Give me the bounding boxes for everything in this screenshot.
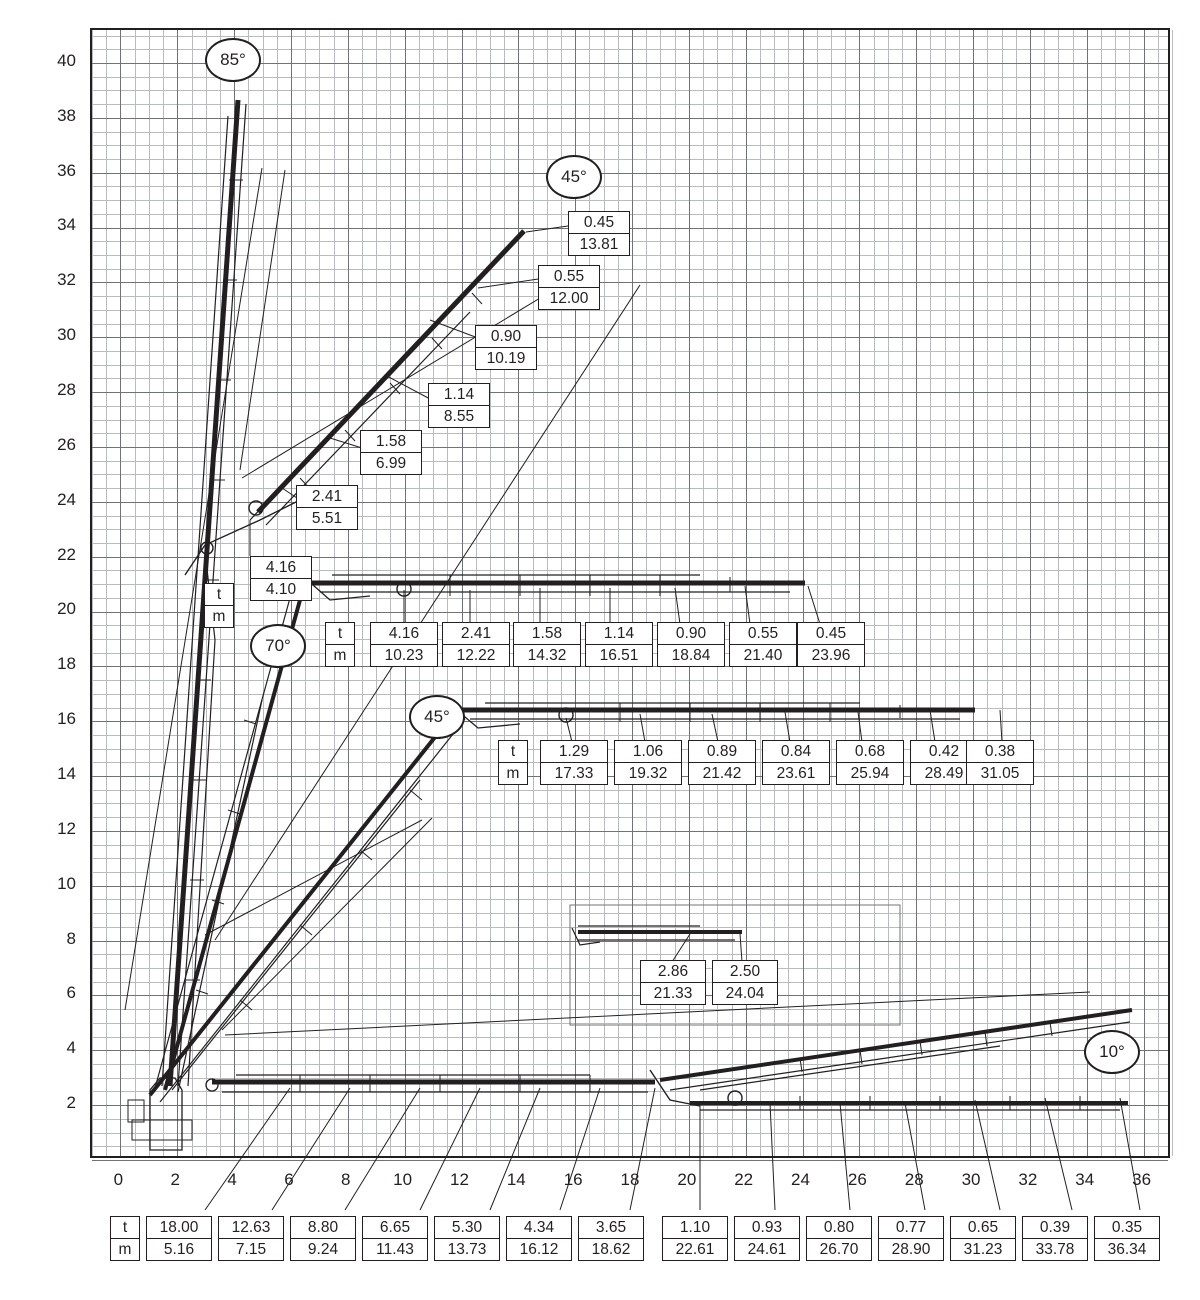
value-metres: 13.73 bbox=[447, 1241, 487, 1258]
value-metres: 24.04 bbox=[725, 985, 765, 1002]
value-metres: 21.40 bbox=[743, 647, 783, 664]
value-box-70-4 bbox=[657, 622, 725, 667]
x-tick: 34 bbox=[1075, 1170, 1095, 1189]
value-tonnes: 4.16 bbox=[251, 557, 311, 579]
value-box-10-12 bbox=[1022, 1216, 1088, 1261]
value-tonnes: 0.65 bbox=[951, 1217, 1015, 1239]
value-metres: 4.10 bbox=[265, 581, 297, 598]
angle-label: 85° bbox=[220, 50, 246, 69]
value-box-10-1 bbox=[218, 1216, 284, 1261]
y-tick: 14 bbox=[57, 764, 76, 784]
value-box-10-4 bbox=[434, 1216, 500, 1261]
unit-m: m bbox=[506, 765, 520, 782]
tm-header-85 bbox=[204, 583, 234, 628]
value-box-70-2 bbox=[513, 622, 581, 667]
value-tonnes: 1.58 bbox=[514, 623, 580, 645]
value-tonnes: 2.41 bbox=[443, 623, 509, 645]
value-tonnes: 0.35 bbox=[1095, 1217, 1159, 1239]
value-tonnes: 0.90 bbox=[476, 326, 536, 348]
angle-label: 45° bbox=[424, 707, 450, 726]
x-tick: 30 bbox=[961, 1170, 981, 1189]
value-metres: 18.62 bbox=[591, 1241, 631, 1258]
value-tonnes: 0.68 bbox=[837, 741, 903, 763]
value-tonnes: 0.38 bbox=[967, 741, 1033, 763]
angle-marker-70 bbox=[250, 624, 306, 668]
value-tonnes: 0.90 bbox=[658, 623, 724, 645]
value-metres: 5.16 bbox=[163, 1241, 195, 1258]
value-metres: 10.23 bbox=[384, 647, 424, 664]
y-tick: 24 bbox=[57, 489, 76, 509]
value-box-85-0 bbox=[250, 556, 312, 601]
unit-t: t bbox=[326, 623, 354, 645]
value-tonnes: 2.41 bbox=[297, 486, 357, 508]
y-tick: 26 bbox=[57, 434, 76, 454]
value-tonnes: 2.50 bbox=[713, 961, 777, 983]
x-tick: 32 bbox=[1018, 1170, 1038, 1189]
value-metres: 16.12 bbox=[519, 1241, 559, 1258]
value-tonnes: 1.29 bbox=[541, 741, 607, 763]
value-box-85-5 bbox=[538, 265, 600, 310]
value-metres: 6.99 bbox=[375, 455, 407, 472]
y-tick: 18 bbox=[57, 654, 76, 674]
value-box-10-13 bbox=[1094, 1216, 1160, 1261]
value-tonnes: 0.39 bbox=[1023, 1217, 1087, 1239]
x-tick: 2 bbox=[170, 1170, 180, 1189]
value-tonnes: 1.14 bbox=[586, 623, 652, 645]
value-tonnes: 1.14 bbox=[429, 384, 489, 406]
x-tick: 6 bbox=[284, 1170, 294, 1189]
x-tick: 24 bbox=[791, 1170, 810, 1189]
value-tonnes: 8.80 bbox=[291, 1217, 355, 1239]
x-tick: 12 bbox=[450, 1170, 469, 1189]
tm-header-70 bbox=[325, 622, 355, 667]
value-metres: 23.61 bbox=[776, 765, 816, 782]
value-tonnes: 0.89 bbox=[689, 741, 755, 763]
value-box-45-2 bbox=[688, 740, 756, 785]
value-box-10-2 bbox=[290, 1216, 356, 1261]
value-metres: 10.19 bbox=[486, 350, 526, 367]
value-box-10-5 bbox=[506, 1216, 572, 1261]
value-metres: 26.70 bbox=[819, 1241, 859, 1258]
value-tonnes: 0.84 bbox=[763, 741, 829, 763]
y-tick: 4 bbox=[66, 1038, 76, 1058]
value-tonnes: 12.63 bbox=[219, 1217, 283, 1239]
value-metres: 25.94 bbox=[850, 765, 890, 782]
y-tick: 6 bbox=[66, 983, 76, 1003]
value-box-jib-0 bbox=[640, 960, 706, 1005]
value-tonnes: 0.55 bbox=[730, 623, 796, 645]
value-box-10-9 bbox=[806, 1216, 872, 1261]
x-tick: 18 bbox=[620, 1170, 640, 1189]
x-tick: 26 bbox=[847, 1170, 867, 1189]
x-tick: 8 bbox=[341, 1170, 351, 1189]
value-metres: 8.55 bbox=[443, 408, 475, 425]
value-box-10-8 bbox=[734, 1216, 800, 1261]
unit-t: t bbox=[205, 584, 233, 606]
value-tonnes: 2.86 bbox=[641, 961, 705, 983]
unit-m: m bbox=[118, 1241, 132, 1258]
y-tick: 16 bbox=[57, 709, 76, 729]
value-metres: 9.24 bbox=[307, 1241, 339, 1258]
value-box-70-3 bbox=[585, 622, 653, 667]
x-tick: 10 bbox=[393, 1170, 413, 1189]
value-box-85-4 bbox=[475, 325, 537, 370]
value-metres: 23.96 bbox=[811, 647, 851, 664]
value-box-45-0 bbox=[540, 740, 608, 785]
angle-label: 10° bbox=[1099, 1042, 1125, 1061]
value-tonnes: 1.10 bbox=[663, 1217, 727, 1239]
value-metres: 31.05 bbox=[980, 765, 1020, 782]
value-tonnes: 4.16 bbox=[371, 623, 437, 645]
angle-label: 70° bbox=[265, 636, 291, 655]
value-tonnes: 0.77 bbox=[879, 1217, 943, 1239]
y-tick: 30 bbox=[57, 325, 76, 345]
value-box-45-6 bbox=[966, 740, 1034, 785]
unit-t: t bbox=[499, 741, 527, 763]
unit-m: m bbox=[333, 647, 347, 664]
unit-m: m bbox=[212, 608, 226, 625]
value-metres: 24.61 bbox=[747, 1241, 787, 1258]
y-tick: 22 bbox=[57, 544, 76, 564]
tm-header-bottom bbox=[110, 1216, 140, 1261]
value-tonnes: 0.42 bbox=[911, 741, 977, 763]
value-box-70-1 bbox=[442, 622, 510, 667]
angle-marker-45-upper bbox=[546, 155, 602, 199]
y-tick: 12 bbox=[57, 818, 76, 838]
value-box-45-3 bbox=[762, 740, 830, 785]
value-tonnes: 4.34 bbox=[507, 1217, 571, 1239]
value-tonnes: 5.30 bbox=[435, 1217, 499, 1239]
value-metres: 22.61 bbox=[675, 1241, 715, 1258]
value-box-10-3 bbox=[362, 1216, 428, 1261]
y-tick: 38 bbox=[57, 105, 76, 125]
y-tick: 2 bbox=[66, 1093, 76, 1113]
value-box-10-7 bbox=[662, 1216, 728, 1261]
value-box-10-0 bbox=[146, 1216, 212, 1261]
x-tick: 16 bbox=[563, 1170, 583, 1189]
value-box-70-0 bbox=[370, 622, 438, 667]
value-metres: 19.32 bbox=[628, 765, 668, 782]
value-metres: 28.49 bbox=[924, 765, 964, 782]
value-metres: 33.78 bbox=[1035, 1241, 1075, 1258]
value-metres: 12.00 bbox=[549, 290, 589, 307]
value-metres: 18.84 bbox=[671, 647, 711, 664]
value-metres: 21.33 bbox=[653, 985, 693, 1002]
value-metres: 11.43 bbox=[376, 1241, 414, 1258]
y-tick: 10 bbox=[57, 873, 76, 893]
value-tonnes: 0.45 bbox=[798, 623, 864, 645]
angle-marker-10 bbox=[1084, 1030, 1140, 1074]
value-metres: 28.90 bbox=[891, 1241, 931, 1258]
x-tick: 22 bbox=[734, 1170, 754, 1189]
value-box-10-6 bbox=[578, 1216, 644, 1261]
angle-marker-85 bbox=[205, 38, 261, 82]
value-metres: 14.32 bbox=[527, 647, 567, 664]
value-metres: 16.51 bbox=[599, 647, 639, 664]
value-tonnes: 18.00 bbox=[147, 1217, 211, 1239]
value-box-70-5 bbox=[729, 622, 797, 667]
value-tonnes: 0.80 bbox=[807, 1217, 871, 1239]
value-metres: 12.22 bbox=[456, 647, 496, 664]
angle-marker-45-mid bbox=[409, 695, 465, 739]
series-10-labels bbox=[146, 1216, 1166, 1261]
y-tick: 36 bbox=[57, 160, 76, 180]
value-box-10-11 bbox=[950, 1216, 1016, 1261]
value-box-jib-1 bbox=[712, 960, 778, 1005]
value-metres: 36.34 bbox=[1107, 1241, 1147, 1258]
bottom-value-row bbox=[110, 1216, 1166, 1261]
x-tick: 0 bbox=[113, 1170, 124, 1189]
y-tick: 34 bbox=[57, 215, 76, 235]
value-metres: 7.15 bbox=[235, 1241, 267, 1258]
value-tonnes: 1.06 bbox=[615, 741, 681, 763]
value-metres: 21.42 bbox=[702, 765, 742, 782]
value-tonnes: 6.65 bbox=[363, 1217, 427, 1239]
x-tick: 36 bbox=[1132, 1170, 1152, 1189]
angle-label: 45° bbox=[561, 167, 587, 186]
value-box-45-1 bbox=[614, 740, 682, 785]
y-tick: 8 bbox=[66, 928, 76, 948]
value-box-70-6 bbox=[797, 622, 865, 667]
unit-t: t bbox=[111, 1217, 139, 1239]
value-box-85-2 bbox=[360, 430, 422, 475]
value-box-85-3 bbox=[428, 383, 490, 428]
x-tick: 14 bbox=[506, 1170, 526, 1189]
value-metres: 31.23 bbox=[963, 1241, 1003, 1258]
value-tonnes: 0.45 bbox=[569, 212, 629, 234]
tm-header-45 bbox=[498, 740, 528, 785]
y-tick: 28 bbox=[57, 380, 76, 400]
value-box-10-10 bbox=[878, 1216, 944, 1261]
y-tick: 20 bbox=[57, 599, 76, 619]
value-tonnes: 3.65 bbox=[579, 1217, 643, 1239]
value-metres: 5.51 bbox=[311, 510, 343, 527]
value-box-85-1 bbox=[296, 485, 358, 530]
value-metres: 13.81 bbox=[579, 236, 619, 253]
y-tick: 40 bbox=[57, 50, 76, 70]
y-tick: 32 bbox=[57, 270, 76, 290]
value-box-45-4 bbox=[836, 740, 904, 785]
value-tonnes: 0.55 bbox=[539, 266, 599, 288]
x-tick: 4 bbox=[227, 1170, 237, 1189]
x-tick: 20 bbox=[677, 1170, 697, 1189]
value-box-85-6 bbox=[568, 211, 630, 256]
value-tonnes: 0.93 bbox=[735, 1217, 799, 1239]
value-tonnes: 1.58 bbox=[361, 431, 421, 453]
value-metres: 17.33 bbox=[554, 765, 594, 782]
x-tick: 28 bbox=[904, 1170, 924, 1189]
